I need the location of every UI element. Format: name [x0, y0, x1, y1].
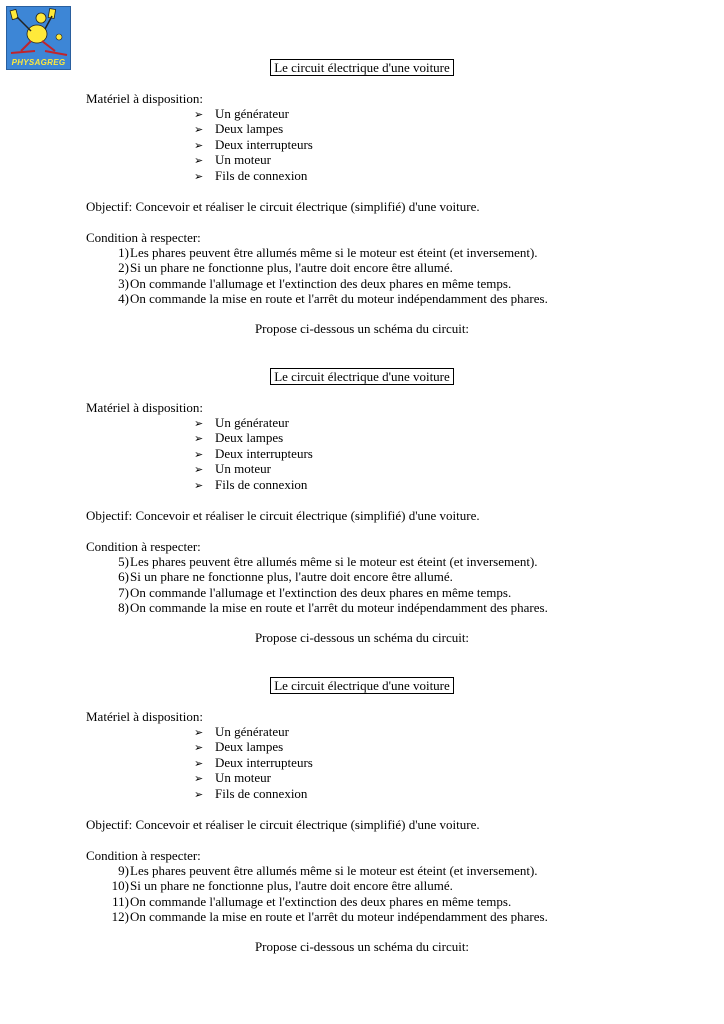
condition-text: On commande l'allumage et l'extinction des deux phares en même temps. — [130, 584, 512, 600]
condition-text: On commande la mise en route et l'arrêt du moteur indépendamment des phares. — [130, 291, 548, 307]
materiel-item-label: Fils de connexion — [215, 785, 308, 801]
materiel-item-label: Un moteur — [215, 461, 271, 477]
condition-text: On commande la mise en route et l'arrêt du moteur indépendamment des phares. — [130, 600, 548, 616]
condition-heading: Condition à respecter: — [86, 539, 201, 554]
arrow-bullet-icon: ➢ — [194, 788, 204, 801]
condition-heading: Condition à respecter: — [86, 848, 201, 863]
condition-text: On commande la mise en route et l'arrêt du moteur indépendamment des phares. — [130, 909, 548, 925]
materiel-item — [194, 786, 307, 803]
logo-text: PHYSAGREG — [11, 58, 66, 67]
condition-item — [108, 554, 538, 569]
condition-number: 1) — [118, 245, 129, 260]
condition-item — [108, 894, 511, 909]
propose-text: Propose ci-dessous un schéma du circuit: — [254, 321, 470, 336]
materiel-heading: Matériel à disposition: — [86, 91, 203, 106]
condition-text: On commande l'allumage et l'extinction des deux phares en même temps. — [130, 893, 512, 909]
materiel-item-label: Deux interrupteurs — [215, 754, 313, 770]
materiel-item-label: Un générateur — [215, 106, 289, 121]
condition-number: 6) — [118, 569, 129, 585]
condition-number: 11) — [112, 893, 129, 909]
condition-number: 12) — [111, 909, 129, 925]
condition-number: 7) — [118, 584, 129, 600]
condition-text: Les phares peuvent être allumés même si le moteur est éteint (et inversement). — [130, 863, 538, 878]
condition-item — [108, 909, 548, 924]
condition-number: 3) — [118, 275, 129, 291]
condition-text: On commande l'allumage et l'extinction des deux phares en même temps. — [130, 275, 512, 291]
materiel-item-label: Deux lampes — [215, 739, 284, 755]
condition-text: Si un phare ne fonctionne plus, l'autre doit encore être allumé. — [130, 878, 453, 894]
condition-number: 10) — [111, 878, 129, 894]
materiel-item-label: Un générateur — [215, 724, 289, 739]
condition-number: 9) — [118, 863, 129, 878]
condition-number: 2) — [118, 260, 129, 276]
materiel-item — [194, 168, 307, 185]
objectif-text: Objectif: Concevoir et réaliser le circuit électrique (simplifié) d'une voiture. — [86, 508, 480, 523]
condition-item — [108, 569, 453, 584]
arrow-bullet-icon: ➢ — [194, 433, 204, 446]
condition-item — [108, 291, 548, 306]
objectif-text: Objectif: Concevoir et réaliser le circuit électrique (simplifié) d'une voiture. — [86, 817, 480, 832]
materiel-item-label: Fils de connexion — [215, 167, 308, 183]
arrow-bullet-icon: ➢ — [194, 757, 204, 770]
condition-text: Les phares peuvent être allumés même si le moteur est éteint (et inversement). — [130, 245, 538, 260]
condition-text: Les phares peuvent être allumés même si le moteur est éteint (et inversement). — [130, 554, 538, 569]
materiel-heading: Matériel à disposition: — [86, 709, 203, 724]
arrow-bullet-icon: ➢ — [194, 727, 204, 739]
section-title: Le circuit électrique d'une voiture — [270, 59, 454, 76]
materiel-item-label: Deux lampes — [215, 430, 284, 446]
condition-text: Si un phare ne fonctionne plus, l'autre doit encore être allumé. — [130, 260, 453, 276]
arrow-bullet-icon: ➢ — [194, 479, 204, 492]
condition-number: 8) — [118, 600, 129, 616]
arrow-bullet-icon: ➢ — [194, 170, 204, 183]
materiel-item — [194, 477, 307, 494]
condition-item — [108, 245, 538, 260]
condition-item — [108, 585, 511, 600]
condition-text: Si un phare ne fonctionne plus, l'autre doit encore être allumé. — [130, 569, 453, 585]
materiel-item-label: Deux interrupteurs — [215, 445, 313, 461]
materiel-item-label: Deux lampes — [215, 121, 284, 137]
arrow-bullet-icon: ➢ — [194, 418, 204, 430]
condition-item — [108, 600, 548, 615]
arrow-bullet-icon: ➢ — [194, 448, 204, 461]
materiel-item-label: Un générateur — [215, 415, 289, 430]
arrow-bullet-icon: ➢ — [194, 773, 204, 786]
section-title: Le circuit électrique d'une voiture — [270, 677, 454, 694]
condition-heading: Condition à respecter: — [86, 230, 201, 245]
condition-item — [108, 863, 538, 878]
arrow-bullet-icon: ➢ — [194, 155, 204, 168]
materiel-item-label: Un moteur — [215, 770, 271, 786]
propose-text: Propose ci-dessous un schéma du circuit: — [254, 630, 470, 645]
condition-number: 4) — [118, 291, 129, 307]
materiel-item-label: Fils de connexion — [215, 476, 308, 492]
cartoon-figure-icon — [7, 7, 71, 63]
propose-text: Propose ci-dessous un schéma du circuit: — [254, 939, 470, 954]
materiel-item-label: Deux interrupteurs — [215, 136, 313, 152]
materiel-item-label: Un moteur — [215, 152, 271, 168]
arrow-bullet-icon: ➢ — [194, 109, 204, 121]
condition-item — [108, 260, 453, 275]
condition-number: 5) — [118, 554, 129, 569]
section-title: Le circuit électrique d'une voiture — [270, 368, 454, 385]
objectif-text: Objectif: Concevoir et réaliser le circuit électrique (simplifié) d'une voiture. — [86, 199, 480, 214]
arrow-bullet-icon: ➢ — [194, 124, 204, 137]
arrow-bullet-icon: ➢ — [194, 139, 204, 152]
condition-item — [108, 276, 511, 291]
arrow-bullet-icon: ➢ — [194, 742, 204, 755]
arrow-bullet-icon: ➢ — [194, 464, 204, 477]
condition-item — [108, 878, 453, 893]
materiel-heading: Matériel à disposition: — [86, 400, 203, 415]
